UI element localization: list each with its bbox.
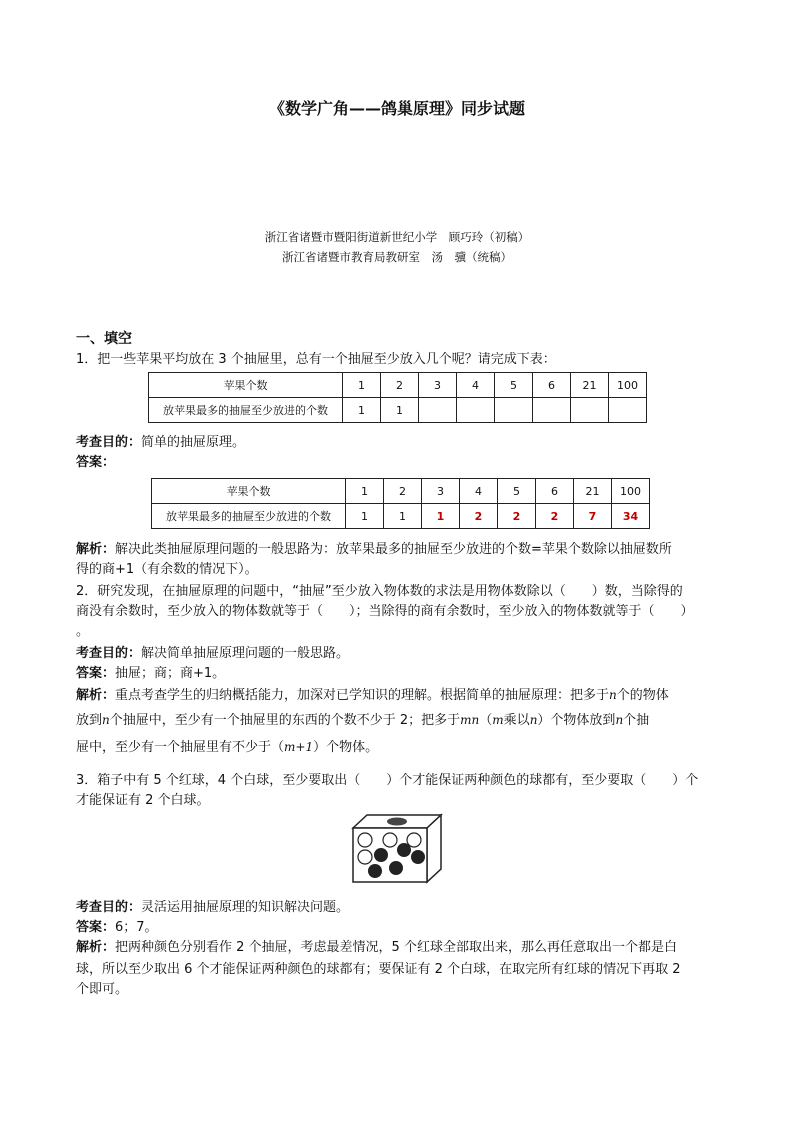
purpose-line	[76, 644, 716, 664]
table-cell: 6	[536, 479, 574, 504]
ball-box-illustration	[348, 813, 444, 885]
question-2-end: 。	[76, 624, 90, 639]
math-var-n: n	[615, 713, 624, 727]
table-header-cell: 苹果个数	[149, 373, 343, 398]
analysis-text: 乘以	[503, 713, 530, 728]
analysis-line	[76, 938, 716, 958]
analysis-line	[76, 540, 716, 560]
answer-cell: 34	[612, 504, 650, 529]
section-heading: 一、填空	[76, 331, 132, 347]
answer-cell: 2	[498, 504, 536, 529]
answer-line	[76, 918, 716, 938]
analysis-line	[76, 710, 716, 731]
box-side	[427, 815, 441, 882]
answer-line	[76, 453, 716, 473]
table-cell: 2	[384, 479, 422, 504]
math-var-m-plus-1: m+1	[284, 740, 314, 754]
table-header-cell: 放苹果最多的抽屉至少放进的个数	[149, 398, 343, 423]
math-var-mn: mn	[460, 713, 480, 727]
dark-ball	[374, 848, 388, 862]
analysis-text: 个抽屉中，至少有一个抽屉里的东西的个数不少于 2；把多于	[109, 713, 461, 728]
purpose-label: 考查目的：	[76, 646, 142, 661]
math-var-n: n	[102, 713, 110, 727]
analysis-text: ）个物体放到	[537, 713, 616, 728]
table-cell: 1	[343, 398, 381, 423]
table-cell: 1	[346, 504, 384, 529]
table-header-cell: 苹果个数	[152, 479, 346, 504]
table-cell	[495, 398, 533, 423]
table-cell: 5	[495, 373, 533, 398]
analysis-text: 重点考查学生的归纳概括能力，加深对已学知识的理解。根据简单的抽屉原理：把多于	[115, 688, 610, 703]
author-line-1: 浙江省诸暨市暨阳街道新世纪小学 顾巧玲（初稿）	[264, 230, 530, 244]
dark-ball	[411, 850, 425, 864]
table-cell: 1	[381, 398, 419, 423]
question-2-cont: 商没有余数时，至少放入的物体数就等于（ ）；当除得的商有余数时，至少放入的物体数就等于（ ）	[76, 604, 694, 619]
table-cell: 5	[498, 479, 536, 504]
answer-label: 答案：	[76, 666, 116, 681]
analysis-line: 得的商+1（有余数的情况下）。	[76, 562, 258, 577]
table-cell	[571, 398, 609, 423]
white-ball	[383, 833, 397, 847]
document-title: 《数学广角——鸽巢原理》同步试题	[268, 99, 525, 118]
white-ball	[358, 850, 372, 864]
purpose-text: 解决简单抽屉原理问题的一般思路。	[141, 646, 350, 661]
analysis-text: 把两种颜色分别看作 2 个抽屉，考虑最差情况，5 个红球全部取出来，那么再任意取出一个都是白	[115, 940, 677, 955]
answer-cell: 2	[536, 504, 574, 529]
question-3: 3．箱子中有 5 个红球，4 个白球，至少要取出（ ）个才能保证两种颜色的球都有，至少要取（ ）个	[76, 773, 699, 788]
table-row	[149, 398, 647, 423]
table-cell: 3	[419, 373, 457, 398]
analysis-text: （	[479, 713, 493, 728]
answer-cell: 2	[460, 504, 498, 529]
analysis-text: 解决此类抽屉原理问题的一般思路为：放苹果最多的抽屉至少放进的个数=苹果个数除以抽屉数所	[115, 542, 672, 557]
analysis-line: 个即可。	[76, 982, 129, 997]
analysis-line: 球，所以至少取出 6 个才能保证两种颜色的球都有；要保证有 2 个白球，在取完所有红球的情况下再取 2	[76, 962, 681, 977]
analysis-text: 个的物体	[616, 688, 669, 703]
question-2: 2．研究发现，在抽屉原理的问题中，“抽屉”至少放入物体数的求法是用物体数除以（ ）数，当除得的	[76, 584, 683, 599]
purpose-text: 简单的抽屉原理。	[141, 435, 246, 450]
table-header-cell: 放苹果最多的抽屉至少放进的个数	[152, 504, 346, 529]
table-cell: 100	[609, 373, 647, 398]
answer-text: 抽屉；商；商+1。	[115, 666, 226, 681]
analysis-text: 屉中，至少有一个抽屉里有不少于（	[76, 740, 285, 755]
white-ball	[407, 833, 421, 847]
answer-table	[151, 478, 650, 529]
table-cell: 1	[384, 504, 422, 529]
table-cell	[533, 398, 571, 423]
math-var-m: m	[492, 713, 504, 727]
question-3-cont: 才能保证有 2 个白球。	[76, 793, 210, 808]
answer-label: 答案：	[76, 455, 116, 470]
box-hole	[387, 818, 407, 826]
analysis-text: 个抽	[623, 713, 650, 728]
table-row	[152, 504, 650, 529]
math-var-n: n	[609, 688, 617, 702]
table-cell: 2	[381, 373, 419, 398]
dark-ball	[397, 843, 411, 857]
dark-ball	[368, 864, 382, 878]
table-cell: 1	[346, 479, 384, 504]
math-var-n: n	[529, 713, 538, 727]
purpose-line	[76, 433, 716, 453]
table-cell	[419, 398, 457, 423]
dark-ball	[389, 861, 403, 875]
author-line-2: 浙江省诸暨市教育局教研室 汤 骥（统稿）	[282, 250, 512, 264]
table-cell: 4	[457, 373, 495, 398]
answer-line	[76, 664, 716, 684]
purpose-line	[76, 898, 716, 918]
table-cell: 4	[460, 479, 498, 504]
table-row	[152, 479, 650, 504]
analysis-line	[76, 737, 716, 758]
table-cell: 1	[343, 373, 381, 398]
answer-label: 答案：	[76, 920, 116, 935]
white-ball	[358, 833, 372, 847]
question-table	[148, 372, 647, 423]
answer-text: 6；7。	[115, 920, 158, 935]
table-cell: 21	[574, 479, 612, 504]
answer-cell: 1	[422, 504, 460, 529]
purpose-label: 考查目的：	[76, 435, 142, 450]
analysis-line	[76, 685, 716, 706]
table-cell: 21	[571, 373, 609, 398]
analysis-text: ）个物体。	[313, 740, 379, 755]
table-cell	[609, 398, 647, 423]
analysis-label: 解析：	[76, 940, 116, 955]
table-cell: 3	[422, 479, 460, 504]
question-1: 1．把一些苹果平均放在 3 个抽屉里，总有一个抽屉至少放入几个呢？请完成下表：	[76, 352, 556, 367]
analysis-label: 解析：	[76, 542, 116, 557]
analysis-label: 解析：	[76, 688, 116, 703]
purpose-text: 灵活运用抽屉原理的知识解决问题。	[141, 900, 350, 915]
purpose-label: 考查目的：	[76, 900, 142, 915]
table-cell: 6	[533, 373, 571, 398]
table-row	[149, 373, 647, 398]
table-cell: 100	[612, 479, 650, 504]
answer-cell: 7	[574, 504, 612, 529]
table-cell	[457, 398, 495, 423]
analysis-text: 放到	[76, 713, 103, 728]
